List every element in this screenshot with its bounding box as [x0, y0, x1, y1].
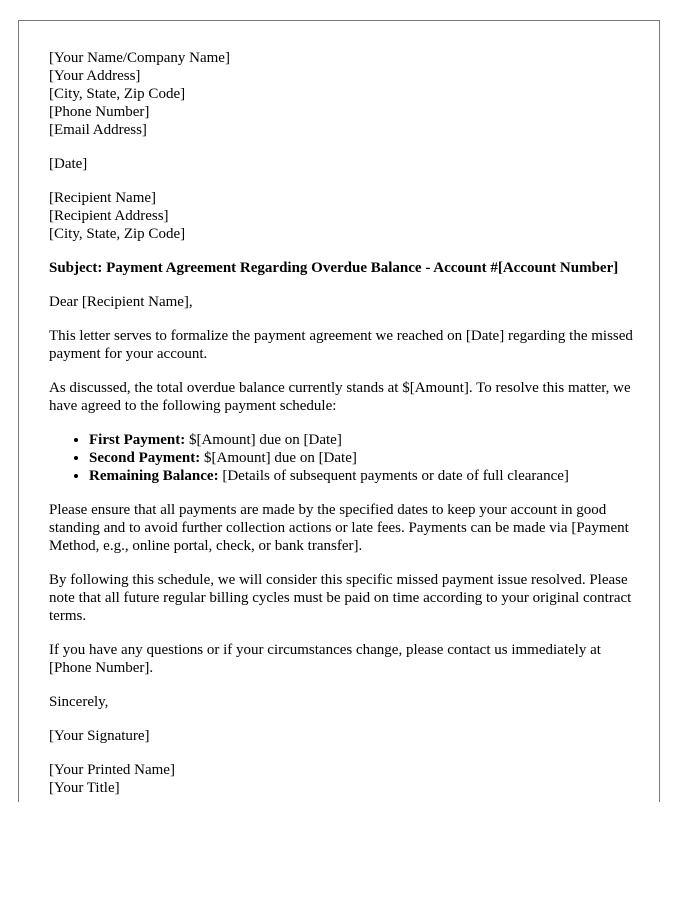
recipient-address: [Recipient Address] — [49, 208, 169, 224]
schedule-detail: $[Amount] due on [Date] — [200, 450, 357, 466]
schedule-term: Second Payment: — [89, 450, 201, 466]
contact-paragraph: If you have any questions or if your circumstances change, please contact us immediately at [Phone Number]. — [49, 642, 601, 676]
printed-name: [Your Printed Name] — [49, 762, 175, 778]
sender-block — [49, 49, 634, 139]
signature: [Your Signature] — [49, 728, 150, 744]
recipient-name: [Recipient Name] — [49, 190, 157, 206]
closing: Sincerely, — [49, 694, 109, 710]
recipient-city-state-zip: [City, State, Zip Code] — [49, 226, 186, 242]
subject-line: Subject: Payment Agreement Regarding Overdue Balance - Account #[Account Number] — [49, 260, 619, 276]
resolved-paragraph: By following this schedule, we will consider this specific missed payment issue resolved. Please note that all future regular billing cycles must be paid on time according to your original contract terms. — [49, 572, 632, 624]
schedule-detail: $[Amount] due on [Date] — [185, 432, 342, 448]
sender-name: [Your Name/Company Name] — [49, 50, 230, 66]
letter-content — [49, 49, 634, 802]
intro-paragraph: This letter serves to formalize the payment agreement we reached on [Date] regarding the missed payment for your account. — [49, 328, 633, 362]
salutation: Dear [Recipient Name], — [49, 294, 193, 310]
list-item — [89, 449, 634, 467]
payment-schedule-list — [49, 431, 634, 485]
sender-address: [Your Address] — [49, 68, 141, 84]
schedule-detail: [Details of subsequent payments or date of full clearance] — [218, 468, 569, 484]
list-item — [89, 431, 634, 449]
signer-block — [49, 761, 634, 797]
sender-email: [Email Address] — [49, 122, 147, 138]
balance-paragraph: As discussed, the total overdue balance currently stands at $[Amount]. To resolve this matter, we have agreed to the following payment schedule: — [49, 380, 631, 414]
ensure-paragraph: Please ensure that all payments are made by the specified dates to keep your account in good standing and to avoid further collection actions or late fees. Payments can be made via [Payment Method, e.g., online portal, check, or bank transfer]. — [49, 502, 629, 554]
schedule-term: First Payment: — [89, 432, 186, 448]
sender-city-state-zip: [City, State, Zip Code] — [49, 86, 186, 102]
schedule-term: Remaining Balance: — [89, 468, 219, 484]
signer-title: [Your Title] — [49, 780, 120, 796]
letter-page — [18, 20, 660, 802]
list-item — [89, 467, 634, 485]
sender-phone: [Phone Number] — [49, 104, 150, 120]
recipient-block — [49, 189, 634, 243]
date-block — [49, 155, 634, 173]
letter-date: [Date] — [49, 156, 88, 172]
